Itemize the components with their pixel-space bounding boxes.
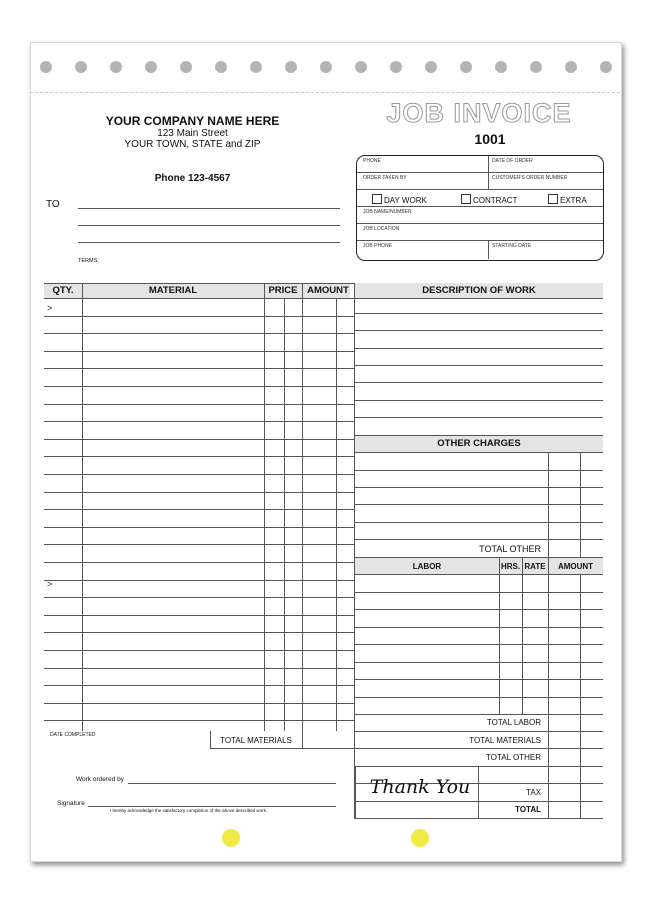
grid-line: [44, 544, 354, 545]
perforation-line: [30, 92, 620, 93]
grid-line: [355, 348, 603, 349]
signature-label: Signature: [57, 800, 85, 807]
grid-line: [82, 283, 83, 731]
grid-line: [355, 435, 603, 436]
terms-label: TERMS:: [78, 258, 99, 264]
grid-line: [355, 313, 603, 314]
grid-line: [355, 592, 603, 593]
grid-line: [548, 557, 549, 818]
thank-you-script: Thank You: [369, 776, 471, 798]
binding-hole: [110, 61, 122, 73]
grid-line: [355, 766, 603, 767]
company-phone: Phone 123-4567: [154, 173, 231, 184]
grid-line: [44, 333, 354, 334]
grid-line: [44, 404, 354, 405]
grid-line: [478, 766, 479, 818]
binding-hole: [40, 61, 52, 73]
acknowledgement-text: I hereby acknowledge the satisfactory completion of the above described work.: [110, 808, 268, 813]
total-materials-label: TOTAL MATERIALS: [220, 736, 292, 745]
grid-line: [44, 386, 354, 387]
grid-line: [355, 662, 603, 663]
contract-checkbox[interactable]: [461, 194, 471, 204]
rate-header: RATE: [524, 562, 546, 571]
binding-hole: [530, 61, 542, 73]
contract-label: CONTRACT: [473, 196, 518, 205]
to-line-3[interactable]: [78, 242, 340, 243]
row-marker-1: >: [47, 303, 53, 313]
grid-line: [210, 748, 354, 749]
grid-line: [44, 421, 354, 422]
grid-line: [355, 298, 603, 299]
grand-total-label: TOTAL: [515, 805, 541, 814]
grid-line: [44, 597, 354, 598]
grid-line: [355, 330, 603, 331]
grid-line: [499, 557, 500, 714]
grid-line: [44, 632, 354, 633]
grid-line: [264, 283, 265, 731]
grid-line: [302, 283, 303, 749]
qty-header: QTY.: [52, 285, 74, 296]
day-work-checkbox[interactable]: [372, 194, 382, 204]
signature-line[interactable]: [88, 806, 336, 807]
grid-line: [522, 557, 523, 714]
extra-option[interactable]: [548, 194, 587, 205]
grid-line: [284, 298, 285, 731]
grid-line: [355, 539, 603, 540]
date-of-order-label: DATE OF ORDER: [492, 158, 533, 164]
grid-line: [355, 731, 603, 732]
starting-date-label: STARTING DATE: [492, 243, 532, 249]
grid-line: [44, 316, 354, 317]
customer-order-number-label: CUSTOMER'S ORDER NUMBER: [492, 175, 568, 181]
grid-line: [44, 703, 354, 704]
binding-hole: [425, 61, 437, 73]
grid-line: [44, 527, 354, 528]
grid-line: [355, 504, 603, 505]
grid-line: [44, 580, 354, 581]
contract-option[interactable]: [461, 194, 517, 205]
binding-hole: [75, 61, 87, 73]
grid-line: [355, 574, 603, 575]
grid-line: [355, 714, 603, 715]
grid-line: [44, 720, 354, 721]
grid-line: [355, 679, 603, 680]
yellow-dot-right: [411, 829, 429, 847]
yellow-dot-left: [222, 829, 240, 847]
to-line-2[interactable]: [78, 225, 340, 226]
grid-line: [44, 456, 354, 457]
material-header: MATERIAL: [148, 285, 198, 296]
binding-hole: [250, 61, 262, 73]
binding-hole: [180, 61, 192, 73]
grid-line: [355, 644, 603, 645]
grid-line: [355, 697, 603, 698]
grid-line: [355, 400, 603, 401]
labor-header: LABOR: [412, 562, 442, 571]
company-city: YOUR TOWN, STATE and ZIP: [124, 139, 261, 150]
grid-line: [355, 522, 603, 523]
grid-line: [548, 452, 549, 557]
extra-checkbox[interactable]: [548, 194, 558, 204]
day-work-label: DAY WORK: [384, 196, 427, 205]
grid-line: [44, 562, 354, 563]
grid-line: [355, 487, 603, 488]
invoice-title: JOB INVOICE: [386, 98, 572, 128]
grid-line: [355, 766, 356, 818]
grid-line: [44, 492, 354, 493]
order-taken-by-label: ORDER TAKEN BY: [363, 175, 407, 181]
grid-line: [44, 650, 354, 651]
totals-total-materials-label: TOTAL MATERIALS: [469, 736, 541, 745]
to-line-1[interactable]: [78, 208, 340, 209]
binding-hole: [495, 61, 507, 73]
grid-line: [44, 668, 354, 669]
description-of-work-header: DESCRIPTION OF WORK: [422, 285, 536, 296]
grid-line: [355, 801, 603, 802]
grid-line: [355, 818, 603, 819]
grid-line: [44, 298, 354, 299]
grid-line: [354, 283, 355, 819]
grid-line: [355, 452, 603, 453]
job-location-label: JOB LOCATION: [363, 226, 400, 232]
invoice-number: 1001: [474, 131, 506, 147]
binding-hole: [600, 61, 612, 73]
binding-hole: [285, 61, 297, 73]
row-marker-2: >: [47, 579, 53, 589]
binding-hole: [565, 61, 577, 73]
binding-hole: [390, 61, 402, 73]
grid-line: [44, 615, 354, 616]
grid-line: [44, 368, 354, 369]
binding-hole: [320, 61, 332, 73]
grid-line: [355, 627, 603, 628]
tax-label: TAX: [526, 788, 541, 797]
grid-line: [355, 470, 603, 471]
grid-line: [355, 382, 603, 383]
binding-hole: [145, 61, 157, 73]
grid-line: [355, 609, 603, 610]
grid-line: [44, 283, 354, 284]
grid-line: [355, 748, 603, 749]
grid-line: [355, 417, 603, 418]
date-completed-label: DATE COMPLETED: [50, 732, 96, 738]
day-work-option[interactable]: [372, 194, 427, 205]
work-ordered-by-label: Work ordered by: [76, 776, 124, 783]
grid-line: [44, 351, 354, 352]
binding-hole: [460, 61, 472, 73]
to-label: TO: [46, 199, 60, 210]
grid-line: [355, 365, 603, 366]
binding-hole: [215, 61, 227, 73]
grid-line: [355, 557, 603, 558]
binding-hole: [355, 61, 367, 73]
phone-field-label: PHONE: [363, 158, 381, 164]
amount-header: AMOUNT: [307, 285, 349, 296]
company-name: YOUR COMPANY NAME HERE: [105, 114, 280, 128]
company-street: 123 Main Street: [157, 128, 228, 139]
other-charges-header: OTHER CHARGES: [437, 438, 521, 449]
total-other-label: TOTAL OTHER: [479, 544, 541, 554]
total-labor-label: TOTAL LABOR: [486, 718, 541, 727]
grid-line: [44, 509, 354, 510]
extra-label: EXTRA: [560, 196, 587, 205]
job-phone-label: JOB PHONE: [363, 243, 392, 249]
grid-line: [580, 574, 581, 818]
grid-line: [580, 452, 581, 557]
grid-line: [44, 439, 354, 440]
job-name-number-label: JOB NAME/NUMBER: [363, 209, 412, 215]
grid-line: [336, 298, 337, 731]
grid-line: [44, 685, 354, 686]
grid-line: [44, 474, 354, 475]
hrs-header: HRS.: [500, 562, 521, 571]
totals-total-other-label: TOTAL OTHER: [486, 753, 541, 762]
labor-amount-header: AMOUNT: [557, 562, 594, 571]
job-info-box: [356, 155, 604, 261]
work-ordered-by-line[interactable]: [128, 783, 336, 784]
price-header: PRICE: [268, 285, 298, 296]
